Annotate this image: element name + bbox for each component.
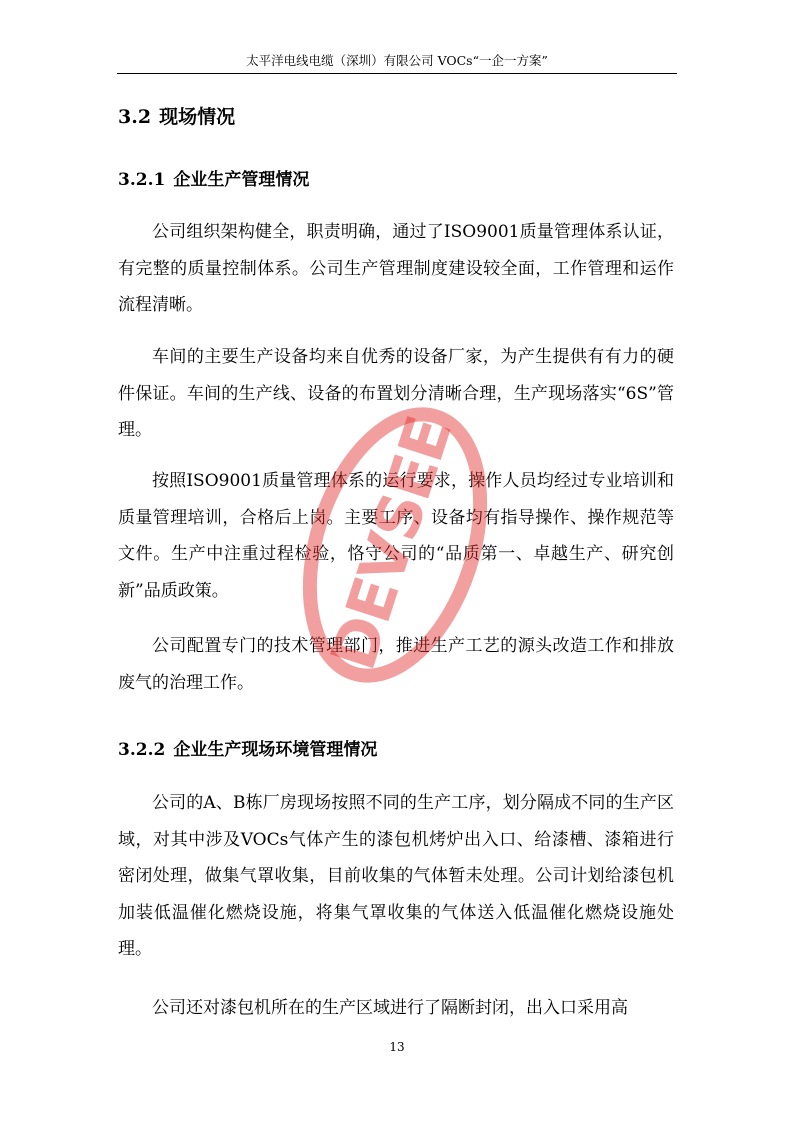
section-number: 3.2	[118, 106, 152, 128]
header-rule	[117, 73, 677, 74]
paragraph: 公司组织架构健全，职责明确，通过了ISO9001质量管理体系认证，有完整的质量控制体系。公司生产管理制度建设较全面，工作管理和运作流程清晰。	[118, 222, 674, 315]
running-header: 太平洋电线电缆（深圳）有限公司 VOCs“一企一方案”	[246, 53, 548, 68]
paragraph: 按照ISO9001质量管理体系的运行要求，操作人员均经过专业培训和质量管理培训，合格后上岗。主要工序、设备均有指导操作、操作规范等文件。生产中注重过程检验，恪守公司的“品质第一、卓越生产、研究创新”品质政策。	[118, 471, 674, 601]
paragraph: 公司配置专门的技术管理部门，推进生产工艺的源头改造工作和排放废气的治理工作。	[118, 636, 674, 693]
paragraph: 公司的A、B栋厂房现场按照不同的生产工序，划分隔成不同的生产区域，对其中涉及VOCs气体产生的漆包机烤炉出入口、给漆槽、漆箱进行密闭处理，做集气罩收集，目前收集的气体暂未处理。公司计划给漆包机加装低温催化燃烧设施，将集气罩收集的气体送入低温催化燃烧设施处理。	[118, 793, 674, 959]
subsection-number: 3.2.1	[118, 170, 166, 190]
subsection-title: 企业生产现场环境管理情况	[173, 740, 378, 760]
subsection-heading	[118, 166, 309, 194]
page-number: 13	[389, 1040, 405, 1054]
section-heading	[118, 102, 235, 132]
subsection-number: 3.2.2	[118, 740, 166, 760]
subsection-heading	[118, 736, 377, 764]
paragraph: 车间的主要生产设备均来自优秀的设备厂家，为产生提供有有力的硬件保证。车间的生产线、设备的布置划分清晰合理，生产现场落实“6S”管理。	[118, 347, 674, 440]
subsection-title: 企业生产管理情况	[173, 170, 310, 190]
paragraph: 公司还对漆包机所在的生产区域进行了隔断封闭，出入口采用高	[152, 998, 628, 1018]
watermark-text: DEVSEE	[316, 409, 466, 679]
section-title: 现场情况	[159, 106, 236, 128]
